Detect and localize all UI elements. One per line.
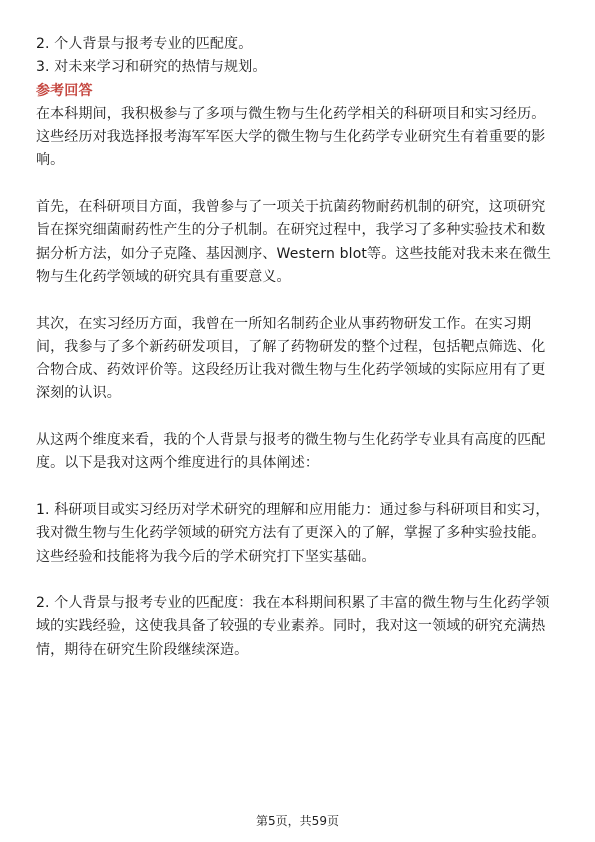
paragraph-gap [36,173,560,196]
paragraph-line: 度。以下是我对这两个维度进行的具体阐述： [36,455,319,472]
paragraph-line: 响。 [36,152,65,169]
paragraph-gap [36,569,560,592]
paragraph-research-project [36,196,560,289]
paragraph-line: 间，我参与了多个新药研发项目，了解了药物研发的整个过程，包括靶点筛选、化 [36,338,546,355]
paragraph-experience-intro [36,103,560,173]
reference-answer-heading: 参考回答 [36,82,93,99]
paragraph-line: 首先，在科研项目方面，我曾参与了一项关于抗菌药物耐药机制的研究，这项研究 [36,199,546,216]
intro-item-2: 2. 个人背景与报考专业的匹配度。 [36,36,253,52]
paragraph-line: 从这两个维度来看，我的个人背景与报考的微生物与生化药学专业具有高度的匹配 [36,432,546,449]
paragraph-gap [36,406,560,429]
paragraph-line: 这些经历对我选择报考海军军医大学的微生物与生化药学专业研究生有着重要的影 [36,129,546,146]
paragraph-line: 其次，在实习经历方面，我曾在一所知名制药企业从事药物研发工作。在实习期 [36,315,532,332]
paragraph-line: 我对微生物与生化药学领域的研究方法有了更深入的了解，掌握了多种实验技能。 [36,525,546,542]
paragraph-line: 在本科期间，我积极参与了多项与微生物与生化药学相关的科研项目和实习经历。 [36,105,546,122]
page-number-footer: 第5页，共59页 [256,814,339,828]
paragraph-line: 旨在探究细菌耐药性产生的分子机制。在研究过程中，我学习了多种实验技术和数 [36,222,546,239]
paragraph-line: 物与生化药学领域的研究具有重要意义。 [36,268,291,285]
paragraph-point-2 [36,592,560,662]
paragraph-line: 域的实践经验，这使我具备了较强的专业素养。同时，我对这一领域的研究充满热 [36,618,546,635]
paragraph-line: 1. 科研项目或实习经历对学术研究的理解和应用能力：通过参与科研项目和实习， [36,501,550,518]
paragraph-internship [36,313,560,406]
paragraph-line: 深刻的认识。 [36,385,121,402]
page-content [36,33,560,662]
paragraph-match-summary [36,429,560,476]
paragraph-point-1 [36,499,560,569]
paragraph-line: 合物合成、药效评价等。这段经历让我对微生物与生化药学领域的实际应用有了更 [36,362,546,379]
paragraph-line: 情，期待在研究生阶段继续深造。 [36,641,249,658]
paragraph-line: 据分析方法，如分子克隆、基因测序、Western blot等。这些技能对我未来在微生 [36,245,551,262]
intro-item-3: 3. 对未来学习和研究的热情与规划。 [36,59,267,76]
paragraph-line: 2. 个人背景与报考专业的匹配度：我在本科期间积累了丰富的微生物与生化药学领 [36,595,550,612]
paragraph-gap [36,476,560,499]
paragraph-line: 这些经验和技能将为我今后的学术研究打下坚实基础。 [36,548,376,565]
paragraph-gap [36,289,560,312]
